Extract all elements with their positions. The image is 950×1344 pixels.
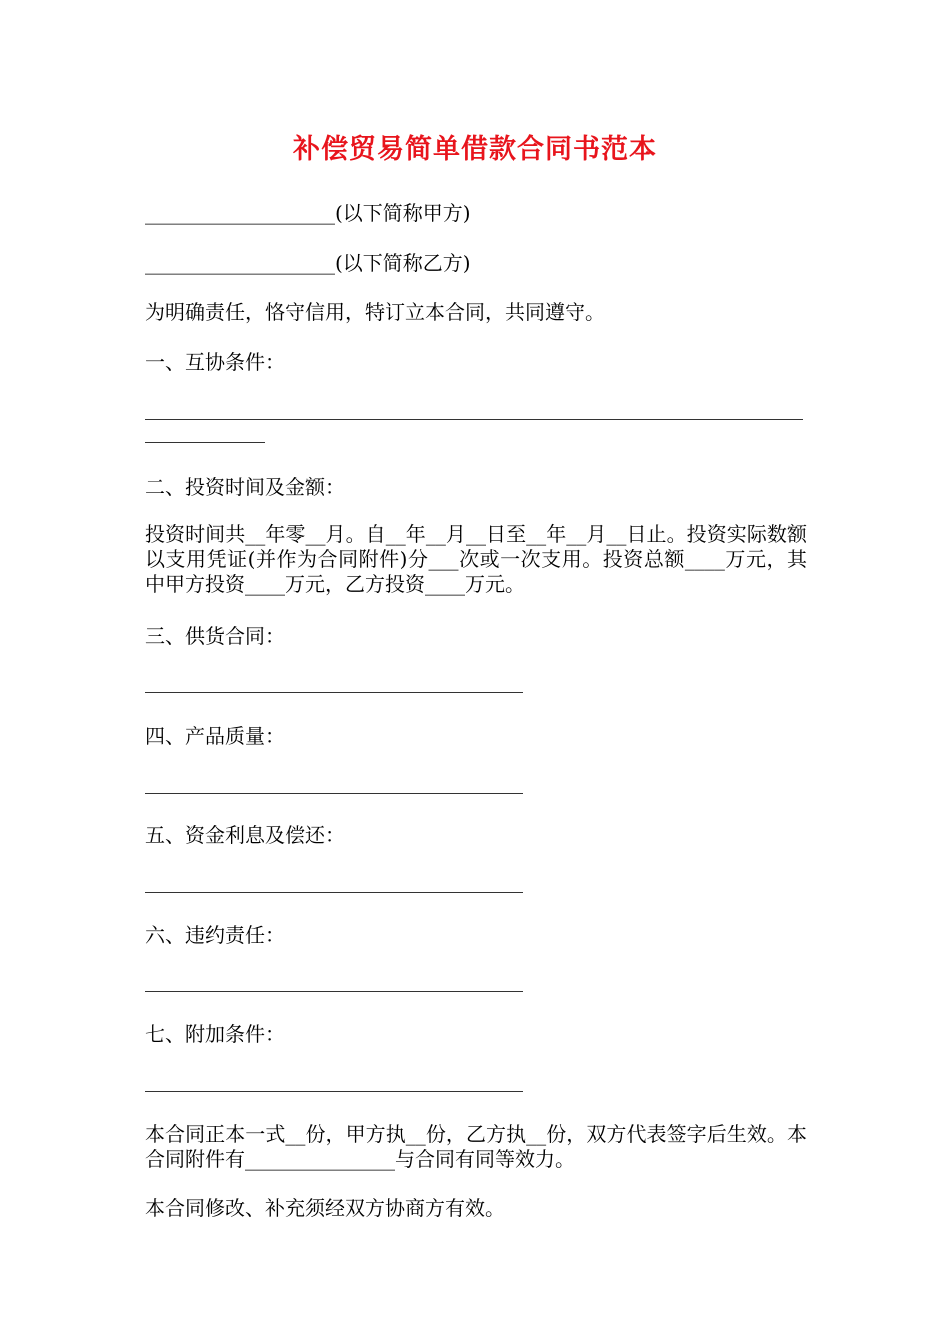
section-1-blank-line bbox=[145, 419, 803, 420]
document-title: 补偿贸易简单借款合同书范本 bbox=[293, 134, 657, 165]
section-3-blank-line bbox=[145, 692, 523, 693]
section-3-heading: 三、供货合同： bbox=[145, 624, 285, 648]
section-1-blank-line-continued bbox=[145, 442, 265, 443]
section-6-blank-line bbox=[145, 991, 523, 992]
section-4-blank-line bbox=[145, 793, 523, 794]
section-1-heading: 一、互协条件： bbox=[145, 350, 285, 374]
section-7-heading: 七、附加条件： bbox=[145, 1022, 285, 1046]
section-7-blank-line bbox=[145, 1091, 523, 1092]
section-6-heading: 六、违约责任： bbox=[145, 923, 285, 947]
section-2-body: 投资时间共__年零__月。自__年__月__日至__年__月__日止。投资实际数额以支用凭证(并作为合同附件)分___次或一次支用。投资总额____万元，其中甲方投资____万元，乙方投资____万元。 bbox=[145, 522, 807, 596]
party-a-line: ___________________(以下简称甲方) bbox=[145, 201, 471, 225]
closing-copies-text: 本合同正本一式__份，甲方执__份，乙方执__份，双方代表签字后生效。本合同附件有_______________与合同有同等效力。 bbox=[145, 1122, 807, 1171]
closing-amendment-text: 本合同修改、补充须经双方协商方有效。 bbox=[145, 1196, 505, 1220]
section-5-heading: 五、资金利息及偿还： bbox=[145, 823, 345, 847]
section-2-heading: 二、投资时间及金额： bbox=[145, 475, 345, 499]
section-4-heading: 四、产品质量： bbox=[145, 724, 285, 748]
section-5-blank-line bbox=[145, 892, 523, 893]
preamble-text: 为明确责任，恪守信用，特订立本合同，共同遵守。 bbox=[145, 300, 605, 324]
party-b-line: ___________________(以下简称乙方) bbox=[145, 251, 471, 275]
